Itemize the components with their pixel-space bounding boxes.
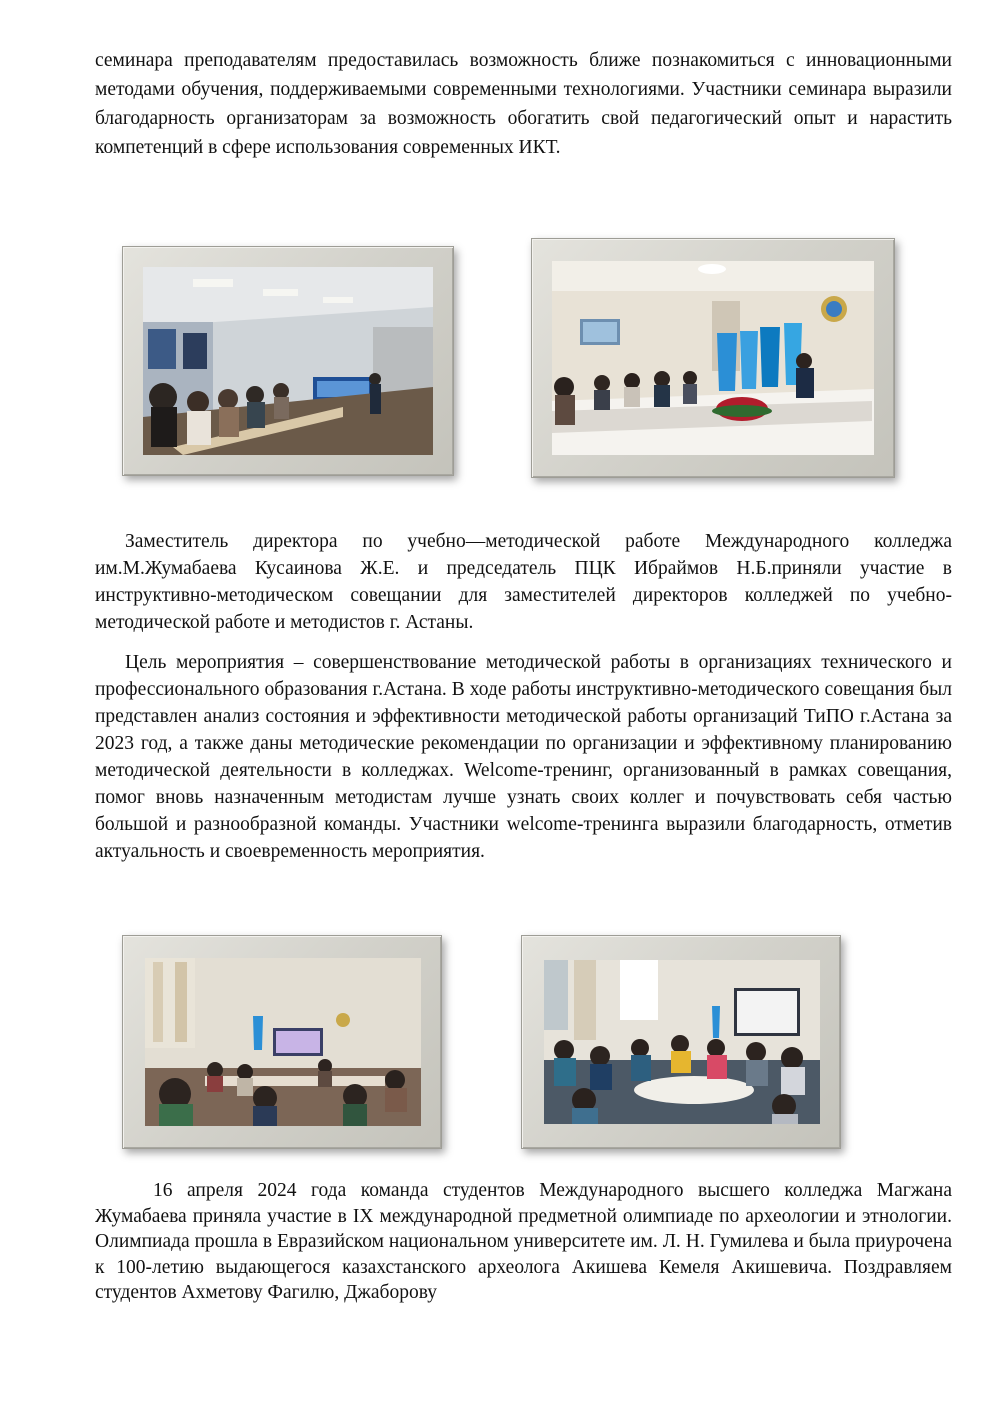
photo-frame-4 — [521, 935, 841, 1149]
paragraph-seminar-conclusion: семинара преподавателям предоставилась возможность ближе познакомиться с инновационными методами обучения, поддерживаемыми современными технологиями. Участники семинара выразили благодарность организаторам за возможность обогатить свой педагогический опыт и нарастить компетенций в сфере использования современных ИКТ. — [95, 50, 952, 158]
group-training-photo — [544, 960, 820, 1124]
paragraph-olympiad: 16 апреля 2024 года команда студентов Международного высшего колледжа Магжана Жумабаева приняла участие в IX международной предметной олимпиаде по археологии и этнологии. Олимпиада прошла в Евразийском национальном университете им. Л. Н. Гумилева и была приурочена к 100-летию выдающегося казахстанского археолога Акишева Кемеля Акишевича. Поздравляем студентов Ахметову Фагилю, Джаборову — [95, 1180, 952, 1303]
paragraph-event-goal: Цель мероприятия – совершенствование методической работы в организациях технического и профессионального образования г.Астана. В ходе работы инструктивно-методического совещания был представлен анализ состояния и эффективности методической работы организаций ТиПО г.Астана за 2023 год, а также даны методические рекомендации по организации и эффективному планированию методической деятельности в колледжах. Welcome-тренинг, организованный в рамках совещания, помог вновь назначенным методистам лучше узнать своих коллег и почувствовать себя частью большой и разнообразной команды. Участники welcome-тренинга выразили благодарность, отметив актуальность и своевременность мероприятия. — [95, 652, 952, 862]
meeting-with-flags-photo — [552, 261, 874, 455]
photo-frame-2 — [531, 238, 895, 478]
photo-frame-1 — [122, 246, 454, 476]
photo-frame-3 — [122, 935, 442, 1149]
classroom-seminar-photo — [143, 267, 433, 455]
paragraph-deputy-director: Заместитель директора по учебно—методической работе Международного колледжа им.М.Жумабаева Кусаинова Ж.Е. и председатель ПЦК Ибраймов Н.Б.приняли участие в инструктивно-методическом совещании для заместителей директоров колледжей по учебно-методической работе и методистов г. Астаны. — [95, 531, 952, 633]
conference-room-photo — [145, 958, 421, 1126]
